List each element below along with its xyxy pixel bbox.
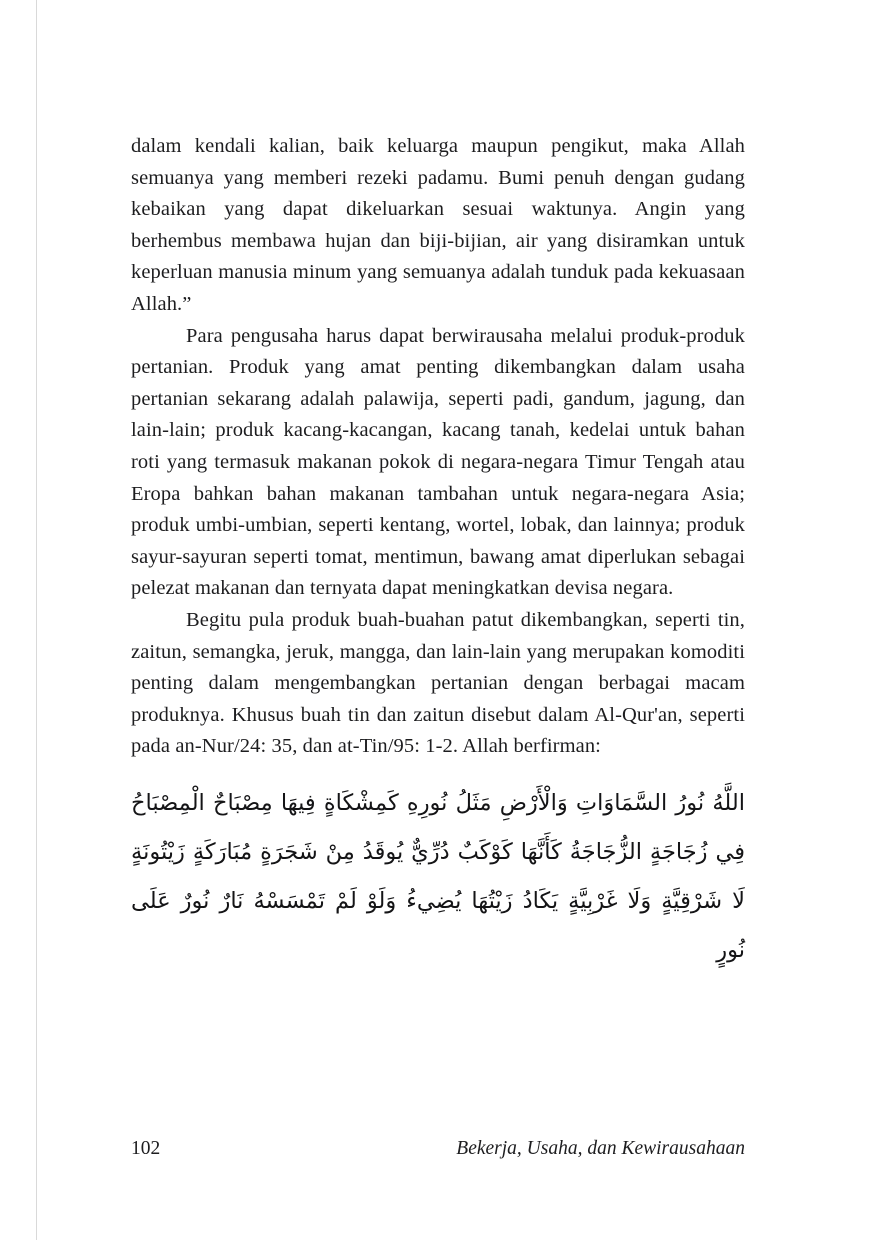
page-number: 102	[131, 1138, 161, 1159]
running-footer-title: Bekerja, Usaha, dan Kewirausahaan	[456, 1138, 745, 1159]
page-edge-line	[36, 0, 37, 1240]
paragraph-produk-pertanian: Para pengusaha harus dapat berwirausaha melalui produk-produk pertanian. Produk yang amat penting dikembangkan dalam usaha pertanian sekarang adalah palawija, seperti padi, gandum, jagung, dan lain-lain; produk kacang-kacangan, kacang tanah, kedelai untuk bahan roti yang termasuk makanan pokok di negara-negara Timur Tengah atau Eropa bahkan bahan makanan tambahan untuk negara-negara Asia; produk umbi-umbian, seperti kentang, wortel, lobak, dan lainnya; produk sayur-sayuran seperti tomat, mentimun, bawang amat diperlukan sebagai pelezat makanan dan ternyata dapat meningkatkan devisa negara.	[131, 324, 745, 600]
paragraph-continuation: dalam kendali kalian, baik keluarga maupun pengikut, maka Allah semuanya yang memberi rezeki padamu. Bumi penuh dengan gudang kebaikan yang dapat dikeluarkan sesuai waktunya. Angin yang berhembus membawa hujan dan biji-bijian, air yang disiramkan untuk keperluan manusia minum yang semuanya adalah tunduk pada kekuasaan Allah.”	[131, 135, 745, 315]
page-body	[131, 131, 745, 975]
paragraph-buah-buahan: Begitu pula produk buah-buahan patut dikembangkan, seperti tin, zaitun, semangka, jeruk, mangga, dan lain-lain yang merupakan komoditi penting dalam mengembangkan pertanian dengan berbagai macam produknya. Khusus buah tin dan zaitun disebut dalam Al-Qur'an, seperti pada an-Nur/24: 35, dan at-Tin/95: 1-2. Allah berfirman:	[131, 608, 745, 758]
page-footer	[131, 1138, 745, 1160]
quran-verse-arabic: اللَّهُ نُورُ السَّمَاوَاتِ وَالْأَرْضِ مَثَلُ نُورِهِ كَمِشْكَاةٍ فِيهَا مِصْبَاحٌ الْمِصْبَاحُ فِي زُجَاجَةٍ الزُّجَاجَةُ كَأَنَّهَا كَوْكَبٌ دُرِّيٌّ يُوقَدُ مِنْ شَجَرَةٍ مُبَارَكَةٍ زَيْتُونَةٍ لَا شَرْقِيَّةٍ وَلَا غَرْبِيَّةٍ يَكَادُ زَيْتُهَا يُضِيءُ وَلَوْ لَمْ تَمْسَسْهُ نَارٌ نُورٌ عَلَى نُورٍ	[131, 789, 745, 963]
